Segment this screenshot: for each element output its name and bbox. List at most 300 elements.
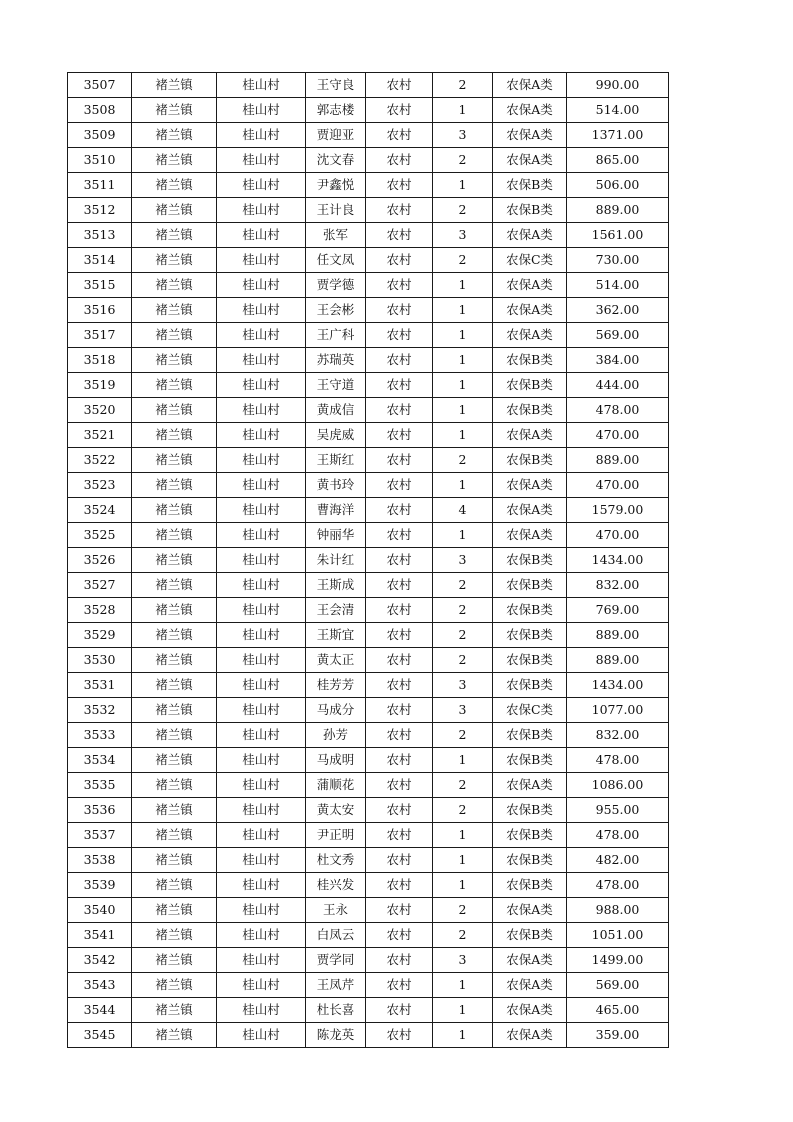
village-cell: 桂山村 bbox=[217, 273, 306, 298]
name-cell: 吴虎威 bbox=[306, 423, 366, 448]
name-cell: 王会彬 bbox=[306, 298, 366, 323]
area-type-cell: 农村 bbox=[366, 73, 433, 98]
row-id-cell: 3518 bbox=[68, 348, 132, 373]
village-cell: 桂山村 bbox=[217, 323, 306, 348]
row-id-cell: 3523 bbox=[68, 473, 132, 498]
amount-cell: 889.00 bbox=[567, 448, 669, 473]
area-type-cell: 农村 bbox=[366, 948, 433, 973]
category-cell: 农保B类 bbox=[493, 798, 567, 823]
table-row bbox=[68, 598, 669, 623]
amount-cell: 769.00 bbox=[567, 598, 669, 623]
category-cell: 农保B类 bbox=[493, 873, 567, 898]
row-id-cell: 3524 bbox=[68, 498, 132, 523]
row-id-cell: 3511 bbox=[68, 173, 132, 198]
table-body bbox=[68, 73, 669, 1048]
name-cell: 王守良 bbox=[306, 73, 366, 98]
amount-cell: 569.00 bbox=[567, 973, 669, 998]
town-cell: 褚兰镇 bbox=[132, 798, 217, 823]
village-cell: 桂山村 bbox=[217, 848, 306, 873]
category-cell: 农保B类 bbox=[493, 373, 567, 398]
area-type-cell: 农村 bbox=[366, 523, 433, 548]
table-row bbox=[68, 748, 669, 773]
household-size-cell: 1 bbox=[433, 748, 493, 773]
category-cell: 农保A类 bbox=[493, 73, 567, 98]
area-type-cell: 农村 bbox=[366, 823, 433, 848]
village-cell: 桂山村 bbox=[217, 223, 306, 248]
amount-cell: 478.00 bbox=[567, 398, 669, 423]
row-id-cell: 3529 bbox=[68, 623, 132, 648]
category-cell: 农保B类 bbox=[493, 198, 567, 223]
household-size-cell: 2 bbox=[433, 798, 493, 823]
amount-cell: 514.00 bbox=[567, 273, 669, 298]
name-cell: 张军 bbox=[306, 223, 366, 248]
row-id-cell: 3536 bbox=[68, 798, 132, 823]
name-cell: 苏瑞英 bbox=[306, 348, 366, 373]
table-row bbox=[68, 873, 669, 898]
household-size-cell: 3 bbox=[433, 223, 493, 248]
name-cell: 尹鑫悦 bbox=[306, 173, 366, 198]
table-row bbox=[68, 398, 669, 423]
row-id-cell: 3512 bbox=[68, 198, 132, 223]
table-row bbox=[68, 673, 669, 698]
area-type-cell: 农村 bbox=[366, 298, 433, 323]
table-row bbox=[68, 573, 669, 598]
name-cell: 王斯红 bbox=[306, 448, 366, 473]
category-cell: 农保A类 bbox=[493, 498, 567, 523]
village-cell: 桂山村 bbox=[217, 948, 306, 973]
amount-cell: 482.00 bbox=[567, 848, 669, 873]
name-cell: 蒲顺花 bbox=[306, 773, 366, 798]
household-size-cell: 1 bbox=[433, 848, 493, 873]
amount-cell: 1499.00 bbox=[567, 948, 669, 973]
table-row bbox=[68, 898, 669, 923]
household-size-cell: 3 bbox=[433, 698, 493, 723]
table-row bbox=[68, 473, 669, 498]
name-cell: 孙芳 bbox=[306, 723, 366, 748]
amount-cell: 506.00 bbox=[567, 173, 669, 198]
row-id-cell: 3525 bbox=[68, 523, 132, 548]
amount-cell: 1579.00 bbox=[567, 498, 669, 523]
table-row bbox=[68, 773, 669, 798]
row-id-cell: 3527 bbox=[68, 573, 132, 598]
town-cell: 褚兰镇 bbox=[132, 273, 217, 298]
town-cell: 褚兰镇 bbox=[132, 548, 217, 573]
table-row bbox=[68, 423, 669, 448]
row-id-cell: 3510 bbox=[68, 148, 132, 173]
amount-cell: 1371.00 bbox=[567, 123, 669, 148]
row-id-cell: 3513 bbox=[68, 223, 132, 248]
category-cell: 农保A类 bbox=[493, 1023, 567, 1048]
amount-cell: 889.00 bbox=[567, 198, 669, 223]
town-cell: 褚兰镇 bbox=[132, 173, 217, 198]
area-type-cell: 农村 bbox=[366, 798, 433, 823]
amount-cell: 1051.00 bbox=[567, 923, 669, 948]
town-cell: 褚兰镇 bbox=[132, 148, 217, 173]
village-cell: 桂山村 bbox=[217, 248, 306, 273]
town-cell: 褚兰镇 bbox=[132, 973, 217, 998]
table-row bbox=[68, 323, 669, 348]
area-type-cell: 农村 bbox=[366, 648, 433, 673]
row-id-cell: 3522 bbox=[68, 448, 132, 473]
area-type-cell: 农村 bbox=[366, 998, 433, 1023]
area-type-cell: 农村 bbox=[366, 198, 433, 223]
village-cell: 桂山村 bbox=[217, 498, 306, 523]
household-size-cell: 1 bbox=[433, 1023, 493, 1048]
household-size-cell: 2 bbox=[433, 198, 493, 223]
household-size-cell: 1 bbox=[433, 373, 493, 398]
area-type-cell: 农村 bbox=[366, 548, 433, 573]
household-size-cell: 1 bbox=[433, 873, 493, 898]
table-row bbox=[68, 73, 669, 98]
amount-cell: 470.00 bbox=[567, 523, 669, 548]
village-cell: 桂山村 bbox=[217, 473, 306, 498]
table-row bbox=[68, 373, 669, 398]
table-row bbox=[68, 948, 669, 973]
household-size-cell: 2 bbox=[433, 573, 493, 598]
category-cell: 农保B类 bbox=[493, 923, 567, 948]
area-type-cell: 农村 bbox=[366, 248, 433, 273]
town-cell: 褚兰镇 bbox=[132, 998, 217, 1023]
name-cell: 郭志楼 bbox=[306, 98, 366, 123]
village-cell: 桂山村 bbox=[217, 723, 306, 748]
category-cell: 农保A类 bbox=[493, 773, 567, 798]
row-id-cell: 3541 bbox=[68, 923, 132, 948]
amount-cell: 889.00 bbox=[567, 648, 669, 673]
household-size-cell: 2 bbox=[433, 148, 493, 173]
town-cell: 褚兰镇 bbox=[132, 348, 217, 373]
table-row bbox=[68, 798, 669, 823]
town-cell: 褚兰镇 bbox=[132, 248, 217, 273]
household-size-cell: 1 bbox=[433, 973, 493, 998]
household-size-cell: 3 bbox=[433, 948, 493, 973]
household-size-cell: 1 bbox=[433, 473, 493, 498]
amount-cell: 362.00 bbox=[567, 298, 669, 323]
town-cell: 褚兰镇 bbox=[132, 373, 217, 398]
category-cell: 农保B类 bbox=[493, 348, 567, 373]
household-size-cell: 3 bbox=[433, 673, 493, 698]
town-cell: 褚兰镇 bbox=[132, 898, 217, 923]
village-cell: 桂山村 bbox=[217, 598, 306, 623]
name-cell: 贾学德 bbox=[306, 273, 366, 298]
household-size-cell: 2 bbox=[433, 598, 493, 623]
row-id-cell: 3535 bbox=[68, 773, 132, 798]
village-cell: 桂山村 bbox=[217, 773, 306, 798]
household-size-cell: 1 bbox=[433, 298, 493, 323]
village-cell: 桂山村 bbox=[217, 673, 306, 698]
amount-cell: 1434.00 bbox=[567, 548, 669, 573]
household-size-cell: 1 bbox=[433, 423, 493, 448]
village-cell: 桂山村 bbox=[217, 148, 306, 173]
category-cell: 农保B类 bbox=[493, 598, 567, 623]
table-row bbox=[68, 198, 669, 223]
category-cell: 农保B类 bbox=[493, 648, 567, 673]
village-cell: 桂山村 bbox=[217, 973, 306, 998]
category-cell: 农保A类 bbox=[493, 148, 567, 173]
household-size-cell: 1 bbox=[433, 323, 493, 348]
table-row bbox=[68, 173, 669, 198]
town-cell: 褚兰镇 bbox=[132, 398, 217, 423]
area-type-cell: 农村 bbox=[366, 498, 433, 523]
amount-cell: 465.00 bbox=[567, 998, 669, 1023]
area-type-cell: 农村 bbox=[366, 123, 433, 148]
category-cell: 农保A类 bbox=[493, 323, 567, 348]
town-cell: 褚兰镇 bbox=[132, 698, 217, 723]
row-id-cell: 3528 bbox=[68, 598, 132, 623]
town-cell: 褚兰镇 bbox=[132, 673, 217, 698]
category-cell: 农保B类 bbox=[493, 573, 567, 598]
table-row bbox=[68, 348, 669, 373]
area-type-cell: 农村 bbox=[366, 148, 433, 173]
row-id-cell: 3521 bbox=[68, 423, 132, 448]
name-cell: 白凤云 bbox=[306, 923, 366, 948]
amount-cell: 359.00 bbox=[567, 1023, 669, 1048]
area-type-cell: 农村 bbox=[366, 573, 433, 598]
amount-cell: 478.00 bbox=[567, 748, 669, 773]
town-cell: 褚兰镇 bbox=[132, 873, 217, 898]
household-size-cell: 1 bbox=[433, 823, 493, 848]
category-cell: 农保B类 bbox=[493, 448, 567, 473]
table-row bbox=[68, 923, 669, 948]
row-id-cell: 3516 bbox=[68, 298, 132, 323]
village-cell: 桂山村 bbox=[217, 573, 306, 598]
name-cell: 王斯宜 bbox=[306, 623, 366, 648]
row-id-cell: 3533 bbox=[68, 723, 132, 748]
area-type-cell: 农村 bbox=[366, 898, 433, 923]
amount-cell: 955.00 bbox=[567, 798, 669, 823]
category-cell: 农保A类 bbox=[493, 273, 567, 298]
household-size-cell: 3 bbox=[433, 123, 493, 148]
amount-cell: 832.00 bbox=[567, 573, 669, 598]
category-cell: 农保A类 bbox=[493, 523, 567, 548]
village-cell: 桂山村 bbox=[217, 623, 306, 648]
amount-cell: 478.00 bbox=[567, 873, 669, 898]
table-row bbox=[68, 298, 669, 323]
household-size-cell: 2 bbox=[433, 898, 493, 923]
area-type-cell: 农村 bbox=[366, 423, 433, 448]
household-size-cell: 2 bbox=[433, 248, 493, 273]
village-cell: 桂山村 bbox=[217, 998, 306, 1023]
area-type-cell: 农村 bbox=[366, 773, 433, 798]
row-id-cell: 3515 bbox=[68, 273, 132, 298]
amount-cell: 514.00 bbox=[567, 98, 669, 123]
household-size-cell: 2 bbox=[433, 73, 493, 98]
village-cell: 桂山村 bbox=[217, 873, 306, 898]
household-size-cell: 1 bbox=[433, 398, 493, 423]
village-cell: 桂山村 bbox=[217, 348, 306, 373]
town-cell: 褚兰镇 bbox=[132, 473, 217, 498]
area-type-cell: 农村 bbox=[366, 848, 433, 873]
amount-cell: 1077.00 bbox=[567, 698, 669, 723]
table-row bbox=[68, 848, 669, 873]
table-row bbox=[68, 448, 669, 473]
amount-cell: 1561.00 bbox=[567, 223, 669, 248]
row-id-cell: 3517 bbox=[68, 323, 132, 348]
area-type-cell: 农村 bbox=[366, 348, 433, 373]
row-id-cell: 3526 bbox=[68, 548, 132, 573]
amount-cell: 1434.00 bbox=[567, 673, 669, 698]
area-type-cell: 农村 bbox=[366, 473, 433, 498]
name-cell: 贾学同 bbox=[306, 948, 366, 973]
amount-cell: 988.00 bbox=[567, 898, 669, 923]
town-cell: 褚兰镇 bbox=[132, 848, 217, 873]
town-cell: 褚兰镇 bbox=[132, 123, 217, 148]
amount-cell: 384.00 bbox=[567, 348, 669, 373]
category-cell: 农保C类 bbox=[493, 248, 567, 273]
village-cell: 桂山村 bbox=[217, 648, 306, 673]
village-cell: 桂山村 bbox=[217, 823, 306, 848]
table-row bbox=[68, 973, 669, 998]
town-cell: 褚兰镇 bbox=[132, 498, 217, 523]
table-row bbox=[68, 723, 669, 748]
village-cell: 桂山村 bbox=[217, 123, 306, 148]
category-cell: 农保C类 bbox=[493, 698, 567, 723]
table-row bbox=[68, 498, 669, 523]
category-cell: 农保A类 bbox=[493, 423, 567, 448]
household-size-cell: 1 bbox=[433, 998, 493, 1023]
area-type-cell: 农村 bbox=[366, 448, 433, 473]
category-cell: 农保B类 bbox=[493, 673, 567, 698]
name-cell: 贾迎亚 bbox=[306, 123, 366, 148]
table-row bbox=[68, 98, 669, 123]
category-cell: 农保A类 bbox=[493, 123, 567, 148]
name-cell: 王斯成 bbox=[306, 573, 366, 598]
household-size-cell: 2 bbox=[433, 773, 493, 798]
row-id-cell: 3539 bbox=[68, 873, 132, 898]
table-row bbox=[68, 548, 669, 573]
town-cell: 褚兰镇 bbox=[132, 948, 217, 973]
name-cell: 任文凤 bbox=[306, 248, 366, 273]
area-type-cell: 农村 bbox=[366, 623, 433, 648]
row-id-cell: 3540 bbox=[68, 898, 132, 923]
amount-cell: 478.00 bbox=[567, 823, 669, 848]
table-row bbox=[68, 1023, 669, 1048]
name-cell: 桂芳芳 bbox=[306, 673, 366, 698]
name-cell: 马成明 bbox=[306, 748, 366, 773]
household-size-cell: 1 bbox=[433, 348, 493, 373]
row-id-cell: 3530 bbox=[68, 648, 132, 673]
village-cell: 桂山村 bbox=[217, 898, 306, 923]
name-cell: 沈文春 bbox=[306, 148, 366, 173]
name-cell: 钟丽华 bbox=[306, 523, 366, 548]
name-cell: 杜长喜 bbox=[306, 998, 366, 1023]
row-id-cell: 3507 bbox=[68, 73, 132, 98]
name-cell: 黄书玲 bbox=[306, 473, 366, 498]
row-id-cell: 3532 bbox=[68, 698, 132, 723]
village-cell: 桂山村 bbox=[217, 448, 306, 473]
name-cell: 王永 bbox=[306, 898, 366, 923]
village-cell: 桂山村 bbox=[217, 198, 306, 223]
amount-cell: 889.00 bbox=[567, 623, 669, 648]
name-cell: 王计良 bbox=[306, 198, 366, 223]
household-size-cell: 3 bbox=[433, 548, 493, 573]
row-id-cell: 3534 bbox=[68, 748, 132, 773]
row-id-cell: 3545 bbox=[68, 1023, 132, 1048]
town-cell: 褚兰镇 bbox=[132, 1023, 217, 1048]
area-type-cell: 农村 bbox=[366, 923, 433, 948]
village-cell: 桂山村 bbox=[217, 1023, 306, 1048]
household-size-cell: 2 bbox=[433, 623, 493, 648]
name-cell: 王凤芹 bbox=[306, 973, 366, 998]
village-cell: 桂山村 bbox=[217, 923, 306, 948]
row-id-cell: 3508 bbox=[68, 98, 132, 123]
village-cell: 桂山村 bbox=[217, 748, 306, 773]
table-row bbox=[68, 273, 669, 298]
table-row bbox=[68, 698, 669, 723]
amount-cell: 730.00 bbox=[567, 248, 669, 273]
amount-cell: 865.00 bbox=[567, 148, 669, 173]
name-cell: 杜文秀 bbox=[306, 848, 366, 873]
name-cell: 王守道 bbox=[306, 373, 366, 398]
name-cell: 陈龙英 bbox=[306, 1023, 366, 1048]
row-id-cell: 3531 bbox=[68, 673, 132, 698]
table-row bbox=[68, 623, 669, 648]
village-cell: 桂山村 bbox=[217, 173, 306, 198]
table-row bbox=[68, 998, 669, 1023]
town-cell: 褚兰镇 bbox=[132, 198, 217, 223]
household-size-cell: 2 bbox=[433, 723, 493, 748]
name-cell: 黄太安 bbox=[306, 798, 366, 823]
household-size-cell: 4 bbox=[433, 498, 493, 523]
category-cell: 农保A类 bbox=[493, 998, 567, 1023]
amount-cell: 569.00 bbox=[567, 323, 669, 348]
table-container bbox=[67, 72, 669, 1048]
area-type-cell: 农村 bbox=[366, 398, 433, 423]
category-cell: 农保B类 bbox=[493, 173, 567, 198]
name-cell: 朱计红 bbox=[306, 548, 366, 573]
name-cell: 尹正明 bbox=[306, 823, 366, 848]
row-id-cell: 3542 bbox=[68, 948, 132, 973]
table-row bbox=[68, 123, 669, 148]
area-type-cell: 农村 bbox=[366, 1023, 433, 1048]
household-size-cell: 1 bbox=[433, 98, 493, 123]
name-cell: 黄太正 bbox=[306, 648, 366, 673]
table-row bbox=[68, 523, 669, 548]
category-cell: 农保A类 bbox=[493, 898, 567, 923]
town-cell: 褚兰镇 bbox=[132, 598, 217, 623]
table-row bbox=[68, 248, 669, 273]
village-cell: 桂山村 bbox=[217, 523, 306, 548]
category-cell: 农保B类 bbox=[493, 623, 567, 648]
amount-cell: 1086.00 bbox=[567, 773, 669, 798]
category-cell: 农保B类 bbox=[493, 848, 567, 873]
village-cell: 桂山村 bbox=[217, 698, 306, 723]
category-cell: 农保A类 bbox=[493, 223, 567, 248]
household-size-cell: 2 bbox=[433, 923, 493, 948]
name-cell: 王会清 bbox=[306, 598, 366, 623]
row-id-cell: 3538 bbox=[68, 848, 132, 873]
category-cell: 农保A类 bbox=[493, 973, 567, 998]
town-cell: 褚兰镇 bbox=[132, 423, 217, 448]
area-type-cell: 农村 bbox=[366, 223, 433, 248]
town-cell: 褚兰镇 bbox=[132, 623, 217, 648]
town-cell: 褚兰镇 bbox=[132, 573, 217, 598]
village-cell: 桂山村 bbox=[217, 73, 306, 98]
category-cell: 农保B类 bbox=[493, 823, 567, 848]
category-cell: 农保B类 bbox=[493, 398, 567, 423]
town-cell: 褚兰镇 bbox=[132, 448, 217, 473]
town-cell: 褚兰镇 bbox=[132, 823, 217, 848]
amount-cell: 832.00 bbox=[567, 723, 669, 748]
town-cell: 褚兰镇 bbox=[132, 748, 217, 773]
town-cell: 褚兰镇 bbox=[132, 523, 217, 548]
town-cell: 褚兰镇 bbox=[132, 98, 217, 123]
area-type-cell: 农村 bbox=[366, 98, 433, 123]
household-size-cell: 1 bbox=[433, 523, 493, 548]
amount-cell: 470.00 bbox=[567, 473, 669, 498]
town-cell: 褚兰镇 bbox=[132, 773, 217, 798]
town-cell: 褚兰镇 bbox=[132, 73, 217, 98]
town-cell: 褚兰镇 bbox=[132, 923, 217, 948]
